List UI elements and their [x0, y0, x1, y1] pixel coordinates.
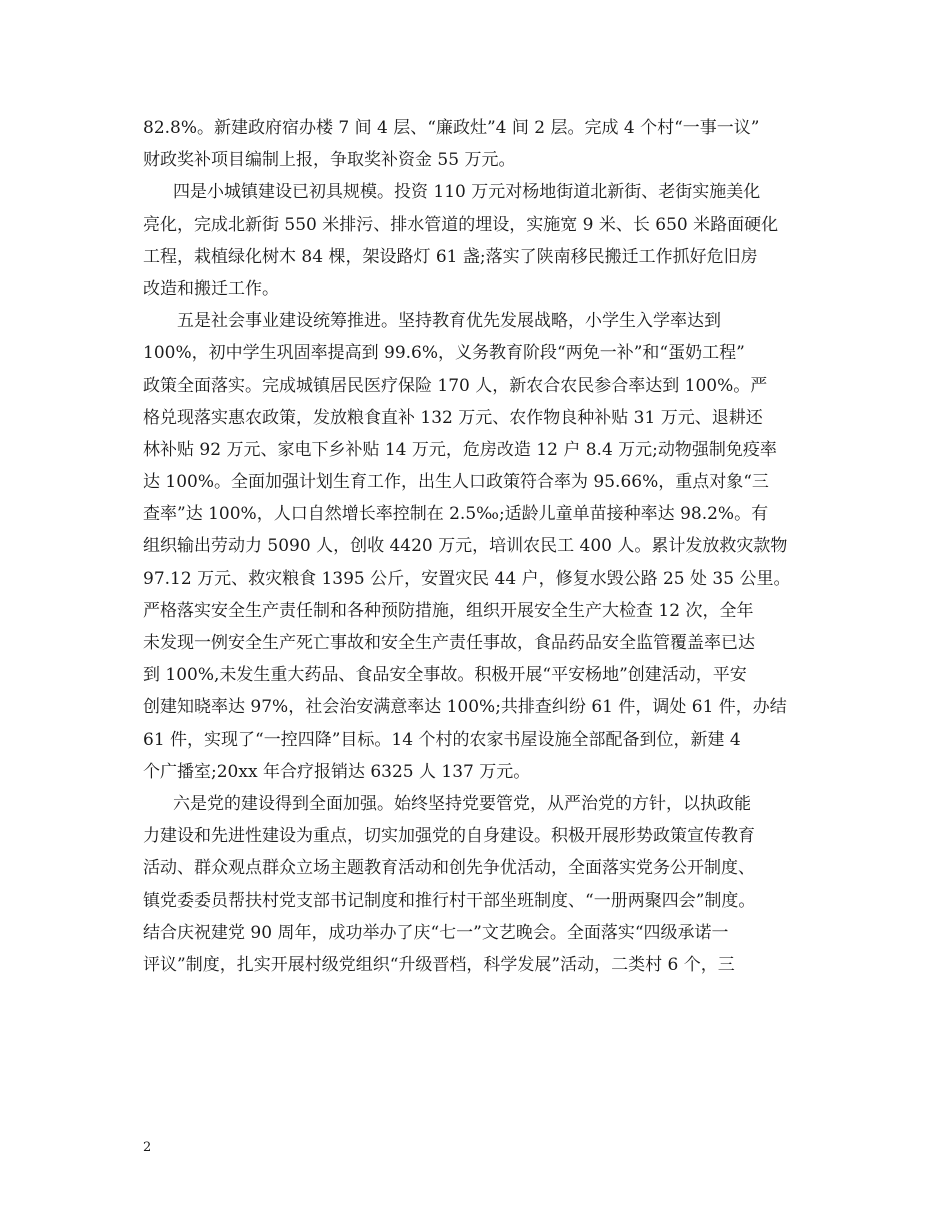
paragraph-start-line: 五是社会事业建设统筹推进。坚持教育优先发展战略，小学生入学率达到	[177, 311, 721, 332]
text-line: 政策全面落实。完成城镇居民医疗保险 170 人，新农合农民参合率达到 100%。严	[143, 375, 768, 396]
text-line: 创建知晓率达 97%，社会治安满意率达 100%;共排查纠纷 61 件，调处 61 件，办结	[143, 697, 787, 718]
text-line: 结合庆祝建党 90 周年，成功举办了庆“七一”文艺晚会。全面落实“四级承诺一	[143, 922, 729, 943]
text-line: 个广播室;20xx 年合疗报销达 6325 人 137 万元。	[143, 761, 531, 782]
text-line: 工程，栽植绿化树木 84 棵，架设路灯 61 盏;落实了陕南移民搬迁工作抓好危旧房	[143, 246, 758, 267]
text-line: 61 件，实现了“一控四降”目标。14 个村的农家书屋设施全部配备到位，新建 4	[143, 729, 741, 750]
paragraph-start-line: 六是党的建设得到全面加强。始终坚持党要管党，从严治党的方针，以执政能	[173, 793, 751, 814]
text-line: 评议”制度，扎实开展村级党组织“升级晋档，科学发展”活动，二类村 6 个，三	[143, 954, 735, 975]
text-line: 查率”达 100%，人口自然增长率控制在 2.5‰;适龄儿童单苗接种率达 98.2%。有	[143, 504, 769, 525]
text-line: 亮化，完成北新街 550 米排污、排水管道的埋设，实施宽 9 米、长 650 米路面硬化	[143, 214, 779, 235]
page-number: 2	[143, 1140, 152, 1155]
text-line: 97.12 万元、救灾粮食 1395 公斤，安置灾民 44 户，修复水毁公路 25 处 35 公里。	[143, 568, 791, 589]
text-line: 力建设和先进性建设为重点，切实加强党的自身建设。积极开展形势政策宣传教育	[143, 826, 755, 847]
text-line: 组织输出劳动力 5090 人，创收 4420 万元，培训农民工 400 人。累计发放救灾款物	[143, 536, 788, 557]
text-line: 镇党委委员帮扶村党支部书记制度和推行村干部坐班制度、“一册两聚四会”制度。	[143, 890, 756, 911]
text-line: 严格落实安全生产责任制和各种预防措施，组织开展安全生产大检查 12 次，全年	[143, 600, 754, 621]
text-line: 82.8%。新建政府宿办楼 7 间 4 层、“廉政灶”4 间 2 层。完成 4 个村“一事一议”	[143, 118, 760, 138]
text-line: 格兑现落实惠农政策，发放粮食直补 132 万元、农作物良种补贴 31 万元、退耕还	[143, 407, 763, 428]
document-body	[143, 112, 818, 981]
text-line: 林补贴 92 万元、家电下乡补贴 14 万元，危房改造 12 户 8.4 万元;动物强制免疫率	[143, 439, 777, 460]
text-line: 活动、群众观点群众立场主题教育活动和创先争优活动，全面落实党务公开制度、	[143, 858, 755, 879]
text-line: 达 100%。全面加强计划生育工作，出生人口政策符合率为 95.66%，重点对象“三	[143, 472, 769, 493]
text-line: 100%，初中学生巩固率提高到 99.6%，义务教育阶段“两免一补”和“蛋奶工程”	[143, 343, 745, 364]
text-line: 改造和搬迁工作。	[143, 278, 279, 299]
paragraph-start-line: 四是小城镇建设已初具规模。投资 110 万元对杨地街道北新街、老街实施美化	[173, 182, 761, 203]
text-line: 财政奖补项目编制上报，争取奖补资金 55 万元。	[143, 150, 516, 171]
text-line: 到 100%,未发生重大药品、食品安全事故。积极开展“平安杨地”创建活动，平安	[143, 665, 747, 686]
text-line: 未发现一例安全生产死亡事故和安全生产责任事故，食品药品安全监管覆盖率已达	[143, 633, 755, 653]
